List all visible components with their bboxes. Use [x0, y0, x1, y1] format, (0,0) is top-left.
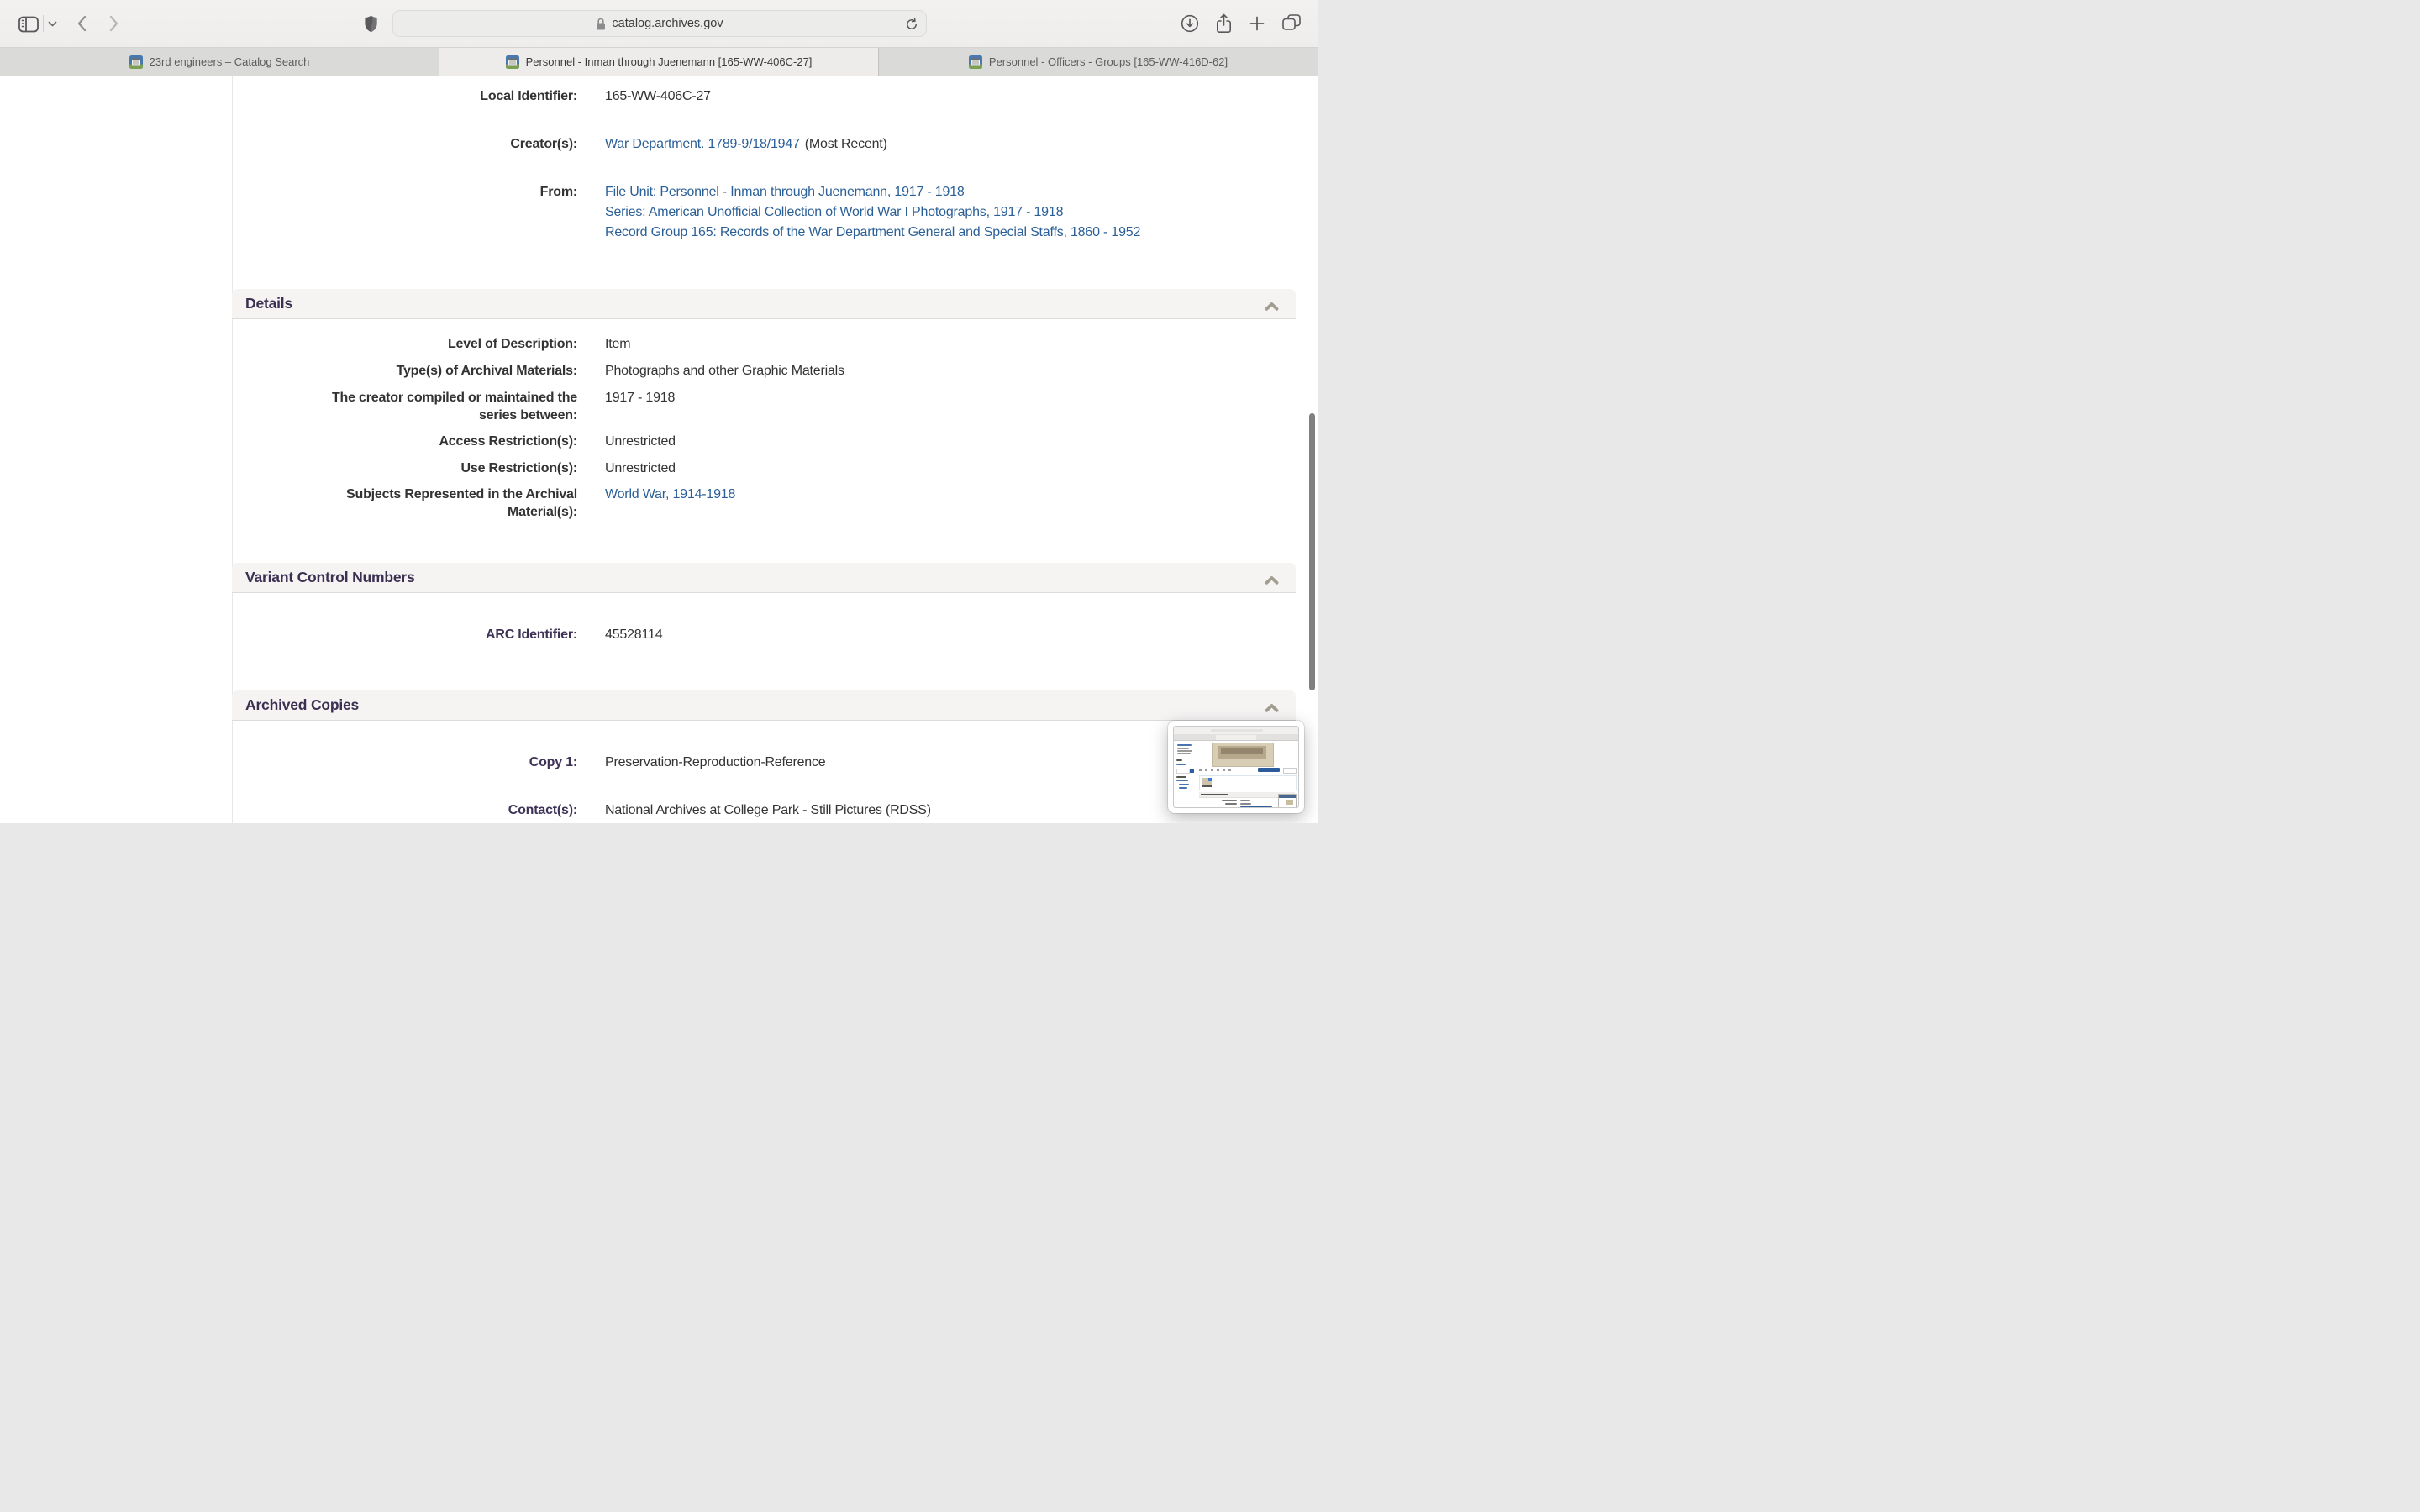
field-value-level: Item	[605, 337, 631, 351]
section-header-details[interactable]	[232, 289, 1296, 319]
field-label-compiled: The creator compiled or maintained the series between:	[331, 391, 577, 423]
collapse-chevron-icon[interactable]	[1265, 701, 1279, 717]
safari-window	[0, 0, 1318, 823]
section-header-variant-control-numbers[interactable]	[232, 563, 1296, 593]
field-value-from	[605, 182, 1193, 243]
reload-icon[interactable]	[905, 18, 918, 35]
field-label-access: Access Restriction(s):	[439, 434, 577, 449]
privacy-shield-icon[interactable]	[363, 14, 378, 33]
section-header-archived-copies[interactable]	[232, 690, 1296, 721]
browser-toolbar	[0, 0, 1318, 47]
collapse-chevron-icon[interactable]	[1265, 300, 1279, 315]
field-value-subjects	[605, 486, 1193, 503]
scrollbar-thumb[interactable]	[1309, 413, 1315, 690]
tab-title: Personnel - Officers - Groups [165-WW-416D-62]	[988, 55, 1228, 68]
field-label-from: From:	[539, 185, 577, 199]
subject-world-war-link[interactable]: World War, 1914-1918	[605, 487, 736, 501]
from-record-group-link[interactable]: Record Group 165: Records of the War Department General and Special Staffs, 1860 - 1952	[605, 225, 1141, 239]
section-title: Archived Copies	[245, 696, 360, 713]
field-value-local-identifier: 165-WW-406C-27	[605, 89, 711, 103]
from-series-link[interactable]: Series: American Unofficial Collection of World War I Photographs, 1917 - 1918	[605, 205, 1064, 219]
mini-browser-window	[1173, 726, 1299, 808]
field-value-creators	[605, 135, 1193, 153]
creator-link[interactable]: War Department. 1789-9/18/1947	[605, 137, 800, 151]
tab-title: 23rd engineers – Catalog Search	[149, 55, 310, 68]
field-label-copy1: Copy 1:	[529, 755, 577, 769]
field-value-copy1: Preservation-Reproduction-Reference	[605, 755, 826, 769]
address-bar[interactable]	[392, 10, 927, 37]
field-value-compiled: 1917 - 1918	[605, 391, 676, 405]
tab-personnel-inman[interactable]	[439, 48, 879, 76]
field-label-contacts: Contact(s):	[508, 803, 577, 817]
field-value-types: Photographs and other Graphic Materials	[605, 364, 844, 378]
tab-bar	[0, 47, 1318, 76]
field-label-types: Type(s) of Archival Materials:	[396, 364, 577, 378]
section-title: Variant Control Numbers	[245, 569, 415, 585]
field-label-use: Use Restriction(s):	[460, 461, 577, 475]
new-tab-icon[interactable]	[1249, 16, 1265, 31]
section-title: Details	[245, 295, 292, 312]
sidebar-toggle-icon[interactable]	[17, 15, 39, 33]
forward-icon[interactable]	[108, 14, 120, 33]
field-value-arc-identifier: 45528114	[605, 627, 663, 642]
creator-most-recent-note: (Most Recent)	[804, 137, 887, 151]
tab-catalog-search[interactable]	[0, 48, 439, 76]
lock-icon	[596, 18, 606, 30]
field-label-creators: Creator(s):	[510, 137, 577, 151]
back-icon[interactable]	[76, 14, 87, 33]
nara-favicon-icon	[969, 55, 982, 69]
toolbar-separator	[43, 15, 44, 32]
field-value-access: Unrestricted	[605, 434, 676, 449]
nara-favicon-icon	[129, 55, 143, 69]
nara-favicon-icon	[506, 55, 519, 69]
field-label-arc-identifier: ARC Identifier:	[485, 627, 577, 642]
field-label-subjects: Subjects Represented in the Archival Material(s):	[346, 487, 577, 519]
field-value-contacts: National Archives at College Park - Still Pictures (RDSS)	[605, 803, 931, 817]
share-icon[interactable]	[1215, 13, 1232, 34]
collapse-chevron-icon[interactable]	[1265, 574, 1279, 589]
tab-personnel-officers[interactable]	[879, 48, 1318, 76]
field-label-level: Level of Description:	[447, 337, 577, 351]
field-label-local-identifier: Local Identifier:	[480, 89, 577, 103]
screenshot-preview-thumbnail[interactable]	[1168, 721, 1304, 813]
tab-title: Personnel - Inman through Juenemann [165-WW-406C-27]	[525, 55, 813, 68]
downloads-icon[interactable]	[1181, 14, 1199, 33]
url-text: catalog.archives.gov	[612, 17, 723, 30]
field-value-use: Unrestricted	[605, 461, 676, 475]
from-file-unit-link[interactable]: File Unit: Personnel - Inman through Juenemann, 1917 - 1918	[605, 185, 965, 199]
tab-overview-icon[interactable]	[1282, 14, 1301, 31]
tab-group-chevron-icon[interactable]	[47, 20, 57, 27]
